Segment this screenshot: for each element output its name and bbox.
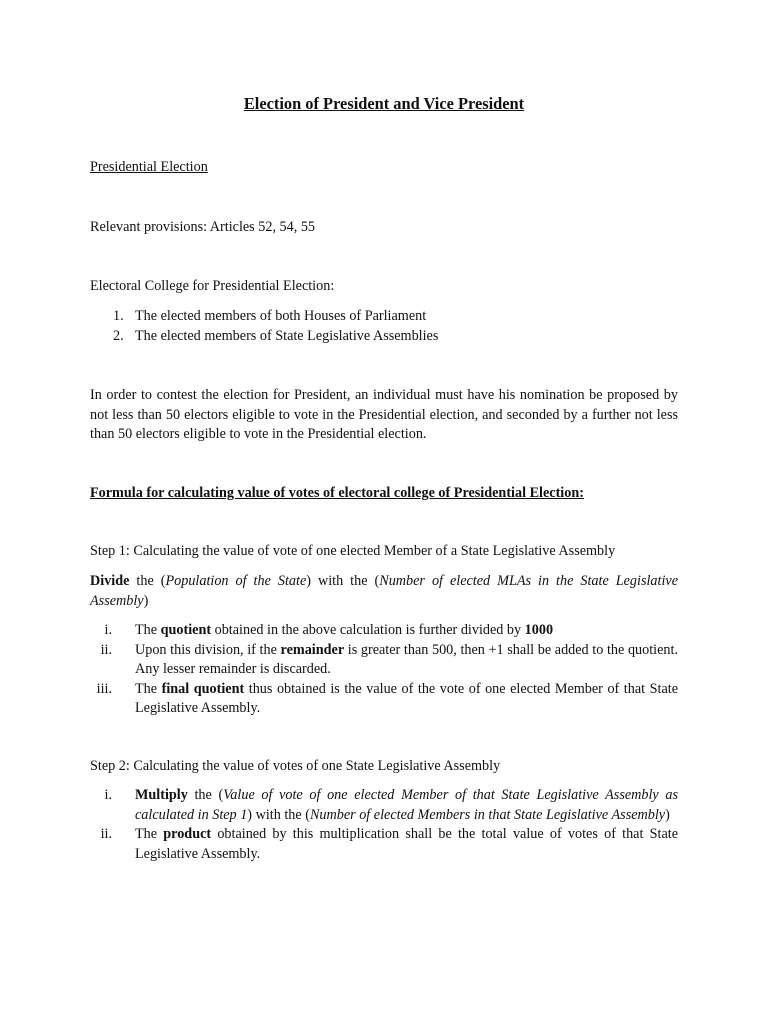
- list-item-text: The elected members of both Houses of Parliament: [135, 308, 427, 324]
- list-item-text: The: [135, 826, 164, 842]
- list-item-text: obtained in the above calculation is further divided by: [211, 622, 525, 638]
- electoral-college-list: [90, 307, 678, 346]
- divide-mla-count: Number of elected MLAs in the State Legislative Assembly: [90, 573, 678, 609]
- list-item: [90, 307, 678, 327]
- divide-text-1: the (: [129, 573, 166, 589]
- list-marker: ii.: [100, 641, 112, 658]
- list-item-bold: product: [163, 826, 212, 842]
- list-item: [90, 327, 678, 347]
- list-item: [90, 786, 678, 825]
- list-item-text: thus obtained is the value of the vote of one elected Member of that State Legislative Assembly.: [135, 680, 678, 716]
- divide-population: Population of the State: [165, 573, 307, 589]
- divide-text-2: ) with the (: [306, 573, 380, 589]
- list-marker: ii.: [100, 826, 112, 842]
- multiply-member-count: Number of elected Members in that State Legislative Assembly: [309, 806, 666, 823]
- multiply-text-3: ): [665, 806, 670, 823]
- multiply-verb: Multiply: [135, 787, 188, 803]
- list-item-text: The: [135, 622, 161, 638]
- step2-heading: Step 2: Calculating the value of votes of one State Legislative Assembly: [90, 758, 501, 774]
- list-item-text: is greater than 500, then +1 shall be added to the quotient. Any lesser remainder is discarded.: [135, 641, 679, 677]
- list-marker: 1.: [113, 308, 124, 324]
- list-item: [90, 680, 678, 719]
- list-item: [90, 621, 678, 641]
- electoral-college-heading: Electoral College for Presidential Election:: [90, 278, 335, 294]
- multiply-text-1: the (: [187, 787, 224, 803]
- multiply-vote-value: Value of vote of one elected Member of that State Legislative Assembly as calculated in Step 1: [135, 787, 678, 823]
- list-marker: 2.: [113, 327, 124, 344]
- section-heading: Presidential Election: [90, 159, 208, 175]
- list-marker: i.: [104, 622, 112, 638]
- list-marker: i.: [104, 787, 112, 803]
- divide-text-3: ): [143, 592, 149, 609]
- page-title: Election of President and Vice President: [243, 94, 525, 113]
- list-item-bold: remainder: [280, 641, 345, 658]
- list-marker: iii.: [96, 680, 112, 697]
- nomination-paragraph: In order to contest the election for President, an individual must have his nomination be proposed by not less than 50 electors eligible to vote in the Presidential election, and seconded by a further not less than 50 electors eligible to vote in the Presidential election.: [90, 387, 678, 442]
- list-item-text: Upon this division, if the: [135, 641, 281, 658]
- list-item-text: The: [135, 680, 162, 697]
- list-item-bold: final quotient: [161, 680, 245, 697]
- list-item: [90, 825, 678, 864]
- step1-divide-instruction: [90, 572, 678, 611]
- list-item: [90, 641, 678, 680]
- list-item-bold: 1000: [524, 622, 554, 638]
- step1-heading: Step 1: Calculating the value of vote of one elected Member of a State Legislative Assembly: [90, 543, 616, 559]
- list-item-text: The elected members of State Legislative Assemblies: [135, 327, 439, 344]
- multiply-text-2: ) with the (: [247, 806, 310, 823]
- list-item-bold: quotient: [160, 622, 212, 638]
- formula-heading: Formula for calculating value of votes of electoral college of Presidential Election:: [90, 485, 584, 501]
- list-item-text: obtained by this multiplication shall be the total value of votes of that State Legislative Assembly.: [135, 826, 678, 862]
- step1-list: [90, 621, 678, 719]
- divide-verb: Divide: [90, 573, 130, 589]
- step2-list: [90, 786, 678, 864]
- relevant-provisions: Relevant provisions: Articles 52, 54, 55: [90, 219, 316, 235]
